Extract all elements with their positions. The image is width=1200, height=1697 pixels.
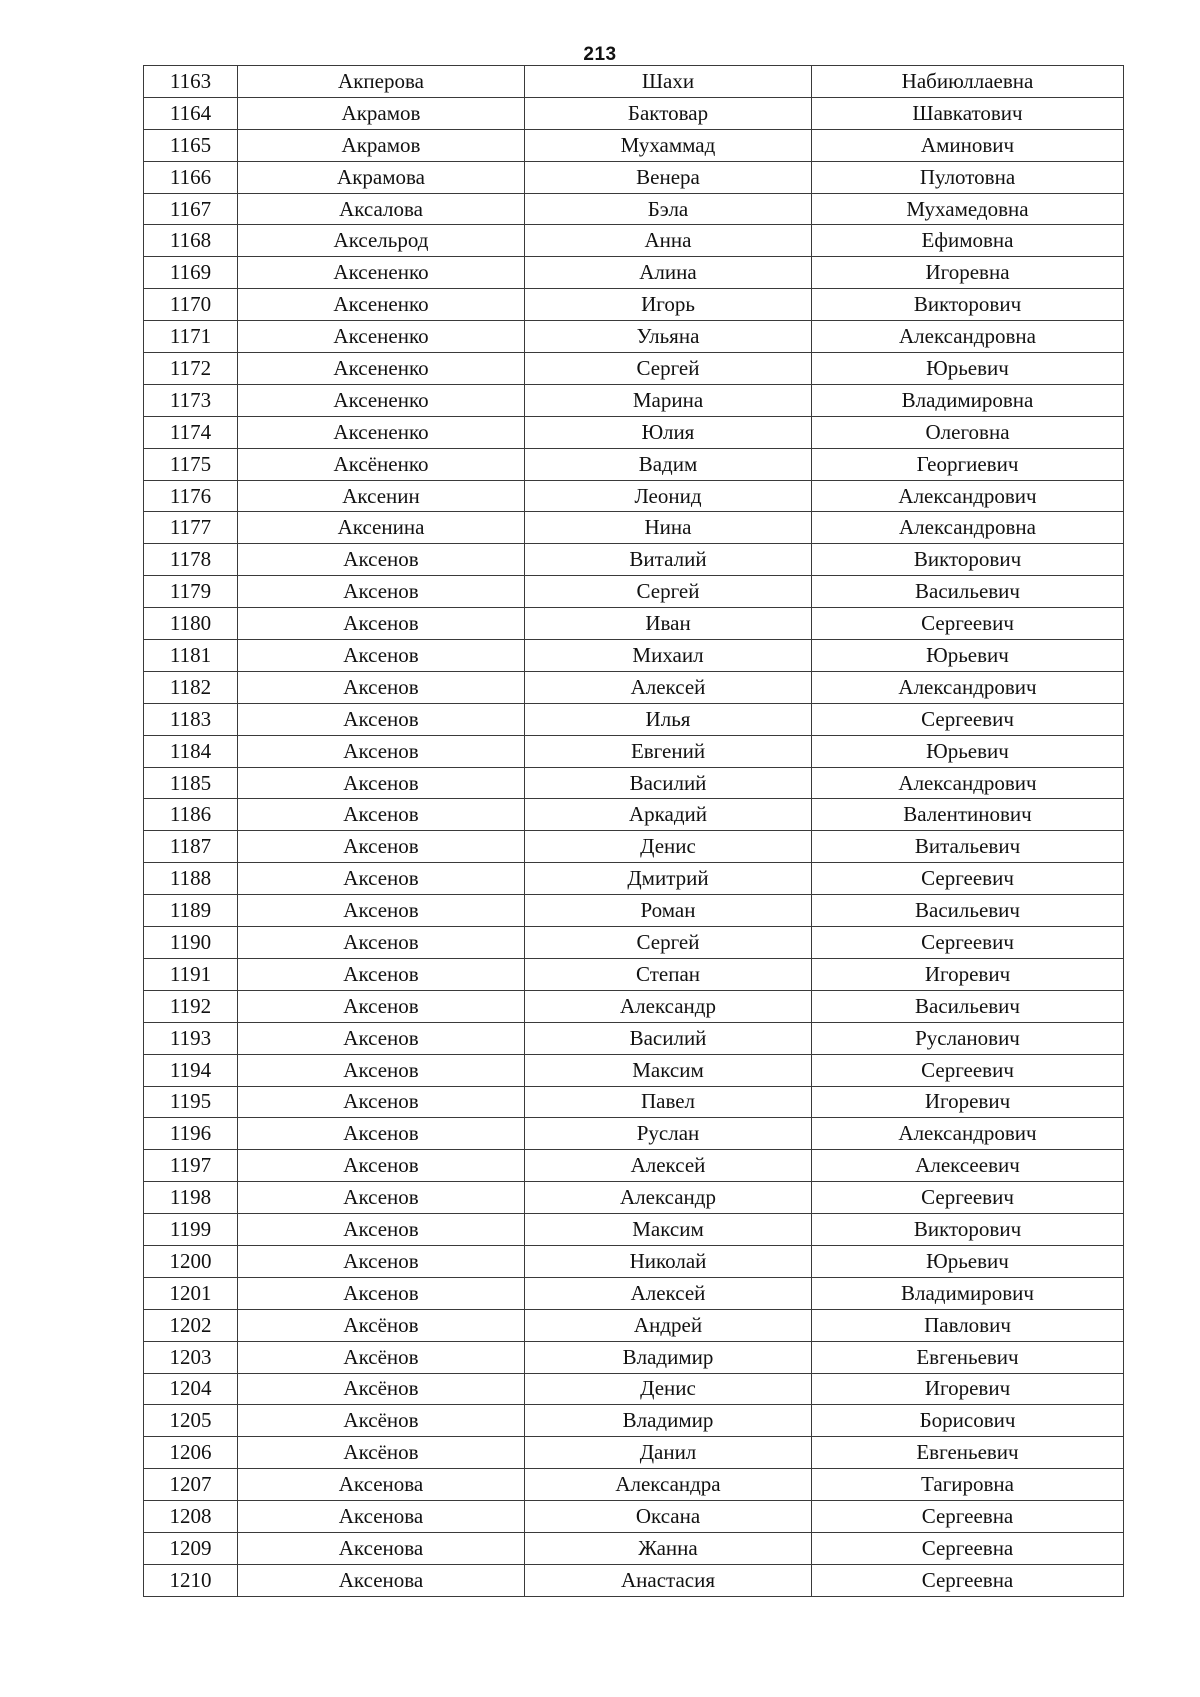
patronymic-cell: Сергеевич — [812, 863, 1124, 895]
first-name-cell: Анастасия — [525, 1564, 812, 1596]
table-row — [144, 353, 1124, 385]
table-row — [144, 129, 1124, 161]
row-number-cell: 1200 — [144, 1245, 238, 1277]
row-number-cell: 1198 — [144, 1182, 238, 1214]
table-row — [144, 1086, 1124, 1118]
last-name-cell: Аксененко — [238, 289, 525, 321]
last-name-cell: Аксенов — [238, 1214, 525, 1246]
row-number-cell: 1171 — [144, 321, 238, 353]
table-row — [144, 480, 1124, 512]
patronymic-cell: Тагировна — [812, 1469, 1124, 1501]
first-name-cell: Ульяна — [525, 321, 812, 353]
first-name-cell: Дмитрий — [525, 863, 812, 895]
row-number-cell: 1185 — [144, 767, 238, 799]
last-name-cell: Аксененко — [238, 257, 525, 289]
patronymic-cell: Владимировна — [812, 384, 1124, 416]
table-row — [144, 1214, 1124, 1246]
last-name-cell: Аксенов — [238, 1118, 525, 1150]
patronymic-cell: Викторович — [812, 544, 1124, 576]
last-name-cell: Аксененко — [238, 353, 525, 385]
patronymic-cell: Васильевич — [812, 576, 1124, 608]
last-name-cell: Аксенов — [238, 990, 525, 1022]
patronymic-cell: Борисович — [812, 1405, 1124, 1437]
table-row — [144, 1277, 1124, 1309]
first-name-cell: Василий — [525, 1022, 812, 1054]
last-name-cell: Аксенова — [238, 1564, 525, 1596]
first-name-cell: Николай — [525, 1245, 812, 1277]
first-name-cell: Алексей — [525, 1150, 812, 1182]
patronymic-cell: Александрович — [812, 767, 1124, 799]
last-name-cell: Аксенов — [238, 544, 525, 576]
patronymic-cell: Набиюллаевна — [812, 66, 1124, 98]
table-row — [144, 384, 1124, 416]
row-number-cell: 1180 — [144, 608, 238, 640]
first-name-cell: Алексей — [525, 1277, 812, 1309]
first-name-cell: Вадим — [525, 448, 812, 480]
row-number-cell: 1193 — [144, 1022, 238, 1054]
page-number: 213 — [583, 44, 617, 65]
last-name-cell: Аксёнов — [238, 1437, 525, 1469]
table-row — [144, 1054, 1124, 1086]
patronymic-cell: Сергеевич — [812, 1054, 1124, 1086]
last-name-cell: Аксененко — [238, 384, 525, 416]
last-name-cell: Аксенов — [238, 1086, 525, 1118]
first-name-cell: Денис — [525, 831, 812, 863]
row-number-cell: 1204 — [144, 1373, 238, 1405]
row-number-cell: 1177 — [144, 512, 238, 544]
last-name-cell: Акрамова — [238, 161, 525, 193]
first-name-cell: Юлия — [525, 416, 812, 448]
first-name-cell: Мухаммад — [525, 129, 812, 161]
patronymic-cell: Сергеевич — [812, 1182, 1124, 1214]
last-name-cell: Аксенов — [238, 1277, 525, 1309]
patronymic-cell: Евгеньевич — [812, 1341, 1124, 1373]
patronymic-cell: Сергеевич — [812, 608, 1124, 640]
first-name-cell: Бактовар — [525, 97, 812, 129]
table-row — [144, 927, 1124, 959]
table-row — [144, 161, 1124, 193]
row-number-cell: 1191 — [144, 958, 238, 990]
patronymic-cell: Васильевич — [812, 990, 1124, 1022]
table-row — [144, 767, 1124, 799]
last-name-cell: Аксёнов — [238, 1341, 525, 1373]
table-row — [144, 958, 1124, 990]
first-name-cell: Виталий — [525, 544, 812, 576]
row-number-cell: 1196 — [144, 1118, 238, 1150]
first-name-cell: Александр — [525, 1182, 812, 1214]
last-name-cell: Аксенова — [238, 1532, 525, 1564]
last-name-cell: Аксенина — [238, 512, 525, 544]
patronymic-cell: Евгеньевич — [812, 1437, 1124, 1469]
patronymic-cell: Александрович — [812, 480, 1124, 512]
row-number-cell: 1166 — [144, 161, 238, 193]
row-number-cell: 1182 — [144, 671, 238, 703]
table-row — [144, 512, 1124, 544]
table-row — [144, 1182, 1124, 1214]
patronymic-cell: Олеговна — [812, 416, 1124, 448]
first-name-cell: Роман — [525, 895, 812, 927]
row-number-cell: 1181 — [144, 640, 238, 672]
last-name-cell: Аксенов — [238, 703, 525, 735]
patronymic-cell: Ефимовна — [812, 225, 1124, 257]
patronymic-cell: Павлович — [812, 1309, 1124, 1341]
last-name-cell: Аксенова — [238, 1469, 525, 1501]
table-row — [144, 1150, 1124, 1182]
row-number-cell: 1197 — [144, 1150, 238, 1182]
last-name-cell: Аксенов — [238, 1054, 525, 1086]
table-row — [144, 1532, 1124, 1564]
first-name-cell: Леонид — [525, 480, 812, 512]
last-name-cell: Акперова — [238, 66, 525, 98]
table-row — [144, 1373, 1124, 1405]
table-row — [144, 66, 1124, 98]
table-row — [144, 1309, 1124, 1341]
last-name-cell: Аксенов — [238, 831, 525, 863]
table-row — [144, 1341, 1124, 1373]
row-number-cell: 1202 — [144, 1309, 238, 1341]
table-row — [144, 703, 1124, 735]
table-row — [144, 1437, 1124, 1469]
row-number-cell: 1178 — [144, 544, 238, 576]
last-name-cell: Аксенов — [238, 735, 525, 767]
table-row — [144, 1564, 1124, 1596]
patronymic-cell: Александрович — [812, 1118, 1124, 1150]
first-name-cell: Сергей — [525, 576, 812, 608]
first-name-cell: Павел — [525, 1086, 812, 1118]
patronymic-cell: Юрьевич — [812, 353, 1124, 385]
row-number-cell: 1210 — [144, 1564, 238, 1596]
table-row — [144, 1501, 1124, 1533]
patronymic-cell: Юрьевич — [812, 640, 1124, 672]
first-name-cell: Венера — [525, 161, 812, 193]
patronymic-cell: Валентинович — [812, 799, 1124, 831]
row-number-cell: 1207 — [144, 1469, 238, 1501]
table-row — [144, 895, 1124, 927]
table-row — [144, 735, 1124, 767]
row-number-cell: 1172 — [144, 353, 238, 385]
patronymic-cell: Русланович — [812, 1022, 1124, 1054]
row-number-cell: 1169 — [144, 257, 238, 289]
row-number-cell: 1209 — [144, 1532, 238, 1564]
last-name-cell: Аксенов — [238, 863, 525, 895]
table-row — [144, 448, 1124, 480]
first-name-cell: Владимир — [525, 1341, 812, 1373]
row-number-cell: 1189 — [144, 895, 238, 927]
patronymic-cell: Владимирович — [812, 1277, 1124, 1309]
last-name-cell: Аксенин — [238, 480, 525, 512]
row-number-cell: 1199 — [144, 1214, 238, 1246]
first-name-cell: Максим — [525, 1054, 812, 1086]
row-number-cell: 1203 — [144, 1341, 238, 1373]
first-name-cell: Евгений — [525, 735, 812, 767]
table-row — [144, 97, 1124, 129]
last-name-cell: Аксенов — [238, 671, 525, 703]
row-number-cell: 1164 — [144, 97, 238, 129]
row-number-cell: 1179 — [144, 576, 238, 608]
last-name-cell: Аксенов — [238, 958, 525, 990]
row-number-cell: 1186 — [144, 799, 238, 831]
last-name-cell: Аксенов — [238, 767, 525, 799]
last-name-cell: Акрамов — [238, 97, 525, 129]
patronymic-cell: Игоревич — [812, 1086, 1124, 1118]
patronymic-cell: Юрьевич — [812, 1245, 1124, 1277]
first-name-cell: Бэла — [525, 193, 812, 225]
last-name-cell: Аксельрод — [238, 225, 525, 257]
patronymic-cell: Алексеевич — [812, 1150, 1124, 1182]
first-name-cell: Александр — [525, 990, 812, 1022]
first-name-cell: Нина — [525, 512, 812, 544]
first-name-cell: Алексей — [525, 671, 812, 703]
last-name-cell: Аксенова — [238, 1501, 525, 1533]
patronymic-cell: Александрович — [812, 671, 1124, 703]
last-name-cell: Аксёненко — [238, 448, 525, 480]
patronymic-cell: Аминович — [812, 129, 1124, 161]
row-number-cell: 1168 — [144, 225, 238, 257]
row-number-cell: 1167 — [144, 193, 238, 225]
row-number-cell: 1190 — [144, 927, 238, 959]
row-number-cell: 1174 — [144, 416, 238, 448]
last-name-cell: Аксенов — [238, 608, 525, 640]
row-number-cell: 1187 — [144, 831, 238, 863]
first-name-cell: Илья — [525, 703, 812, 735]
first-name-cell: Александра — [525, 1469, 812, 1501]
first-name-cell: Алина — [525, 257, 812, 289]
table-row — [144, 1022, 1124, 1054]
row-number-cell: 1184 — [144, 735, 238, 767]
patronymic-cell: Игоревич — [812, 1373, 1124, 1405]
first-name-cell: Оксана — [525, 1501, 812, 1533]
last-name-cell: Аксёнов — [238, 1405, 525, 1437]
last-name-cell: Аксенов — [238, 1022, 525, 1054]
first-name-cell: Иван — [525, 608, 812, 640]
first-name-cell: Игорь — [525, 289, 812, 321]
row-number-cell: 1163 — [144, 66, 238, 98]
row-number-cell: 1208 — [144, 1501, 238, 1533]
patronymic-cell: Шавкатович — [812, 97, 1124, 129]
last-name-cell: Аксенов — [238, 1245, 525, 1277]
table-row — [144, 257, 1124, 289]
patronymic-cell: Витальевич — [812, 831, 1124, 863]
patronymic-cell: Васильевич — [812, 895, 1124, 927]
row-number-cell: 1195 — [144, 1086, 238, 1118]
row-number-cell: 1201 — [144, 1277, 238, 1309]
last-name-cell: Аксенов — [238, 576, 525, 608]
patronymic-cell: Юрьевич — [812, 735, 1124, 767]
table-row — [144, 608, 1124, 640]
last-name-cell: Аксалова — [238, 193, 525, 225]
table-row — [144, 1118, 1124, 1150]
last-name-cell: Акрамов — [238, 129, 525, 161]
first-name-cell: Руслан — [525, 1118, 812, 1150]
first-name-cell: Василий — [525, 767, 812, 799]
patronymic-cell: Сергеевна — [812, 1564, 1124, 1596]
table-row — [144, 1405, 1124, 1437]
first-name-cell: Сергей — [525, 353, 812, 385]
last-name-cell: Аксененко — [238, 416, 525, 448]
table-row — [144, 799, 1124, 831]
first-name-cell: Степан — [525, 958, 812, 990]
last-name-cell: Аксененко — [238, 321, 525, 353]
table-row — [144, 990, 1124, 1022]
row-number-cell: 1165 — [144, 129, 238, 161]
table-row — [144, 544, 1124, 576]
row-number-cell: 1206 — [144, 1437, 238, 1469]
first-name-cell: Аркадий — [525, 799, 812, 831]
table-row — [144, 321, 1124, 353]
table-row — [144, 863, 1124, 895]
last-name-cell: Аксенов — [238, 1182, 525, 1214]
table-row — [144, 831, 1124, 863]
row-number-cell: 1192 — [144, 990, 238, 1022]
patronymic-cell: Игоревна — [812, 257, 1124, 289]
table-row — [144, 416, 1124, 448]
table-row — [144, 576, 1124, 608]
first-name-cell: Данил — [525, 1437, 812, 1469]
table-row — [144, 640, 1124, 672]
row-number-cell: 1194 — [144, 1054, 238, 1086]
patronymic-cell: Пулотовна — [812, 161, 1124, 193]
roster-table — [143, 65, 1124, 1597]
patronymic-cell: Александровна — [812, 512, 1124, 544]
patronymic-cell: Сергеевич — [812, 703, 1124, 735]
last-name-cell: Аксёнов — [238, 1373, 525, 1405]
last-name-cell: Аксёнов — [238, 1309, 525, 1341]
first-name-cell: Жанна — [525, 1532, 812, 1564]
row-number-cell: 1175 — [144, 448, 238, 480]
first-name-cell: Андрей — [525, 1309, 812, 1341]
row-number-cell: 1170 — [144, 289, 238, 321]
first-name-cell: Денис — [525, 1373, 812, 1405]
patronymic-cell: Сергеевна — [812, 1532, 1124, 1564]
patronymic-cell: Георгиевич — [812, 448, 1124, 480]
table-row — [144, 1245, 1124, 1277]
last-name-cell: Аксенов — [238, 799, 525, 831]
row-number-cell: 1183 — [144, 703, 238, 735]
row-number-cell: 1188 — [144, 863, 238, 895]
row-number-cell: 1173 — [144, 384, 238, 416]
last-name-cell: Аксенов — [238, 895, 525, 927]
row-number-cell: 1205 — [144, 1405, 238, 1437]
first-name-cell: Сергей — [525, 927, 812, 959]
last-name-cell: Аксенов — [238, 927, 525, 959]
patronymic-cell: Александровна — [812, 321, 1124, 353]
row-number-cell: 1176 — [144, 480, 238, 512]
first-name-cell: Шахи — [525, 66, 812, 98]
table-row — [144, 671, 1124, 703]
patronymic-cell: Викторович — [812, 1214, 1124, 1246]
patronymic-cell: Игоревич — [812, 958, 1124, 990]
patronymic-cell: Викторович — [812, 289, 1124, 321]
first-name-cell: Михаил — [525, 640, 812, 672]
patronymic-cell: Сергеевич — [812, 927, 1124, 959]
first-name-cell: Максим — [525, 1214, 812, 1246]
first-name-cell: Марина — [525, 384, 812, 416]
last-name-cell: Аксенов — [238, 640, 525, 672]
table-row — [144, 225, 1124, 257]
first-name-cell: Владимир — [525, 1405, 812, 1437]
table-row — [144, 193, 1124, 225]
last-name-cell: Аксенов — [238, 1150, 525, 1182]
table-row — [144, 289, 1124, 321]
patronymic-cell: Сергеевна — [812, 1501, 1124, 1533]
roster-table-body — [144, 66, 1124, 1597]
patronymic-cell: Мухамедовна — [812, 193, 1124, 225]
table-row — [144, 1469, 1124, 1501]
first-name-cell: Анна — [525, 225, 812, 257]
